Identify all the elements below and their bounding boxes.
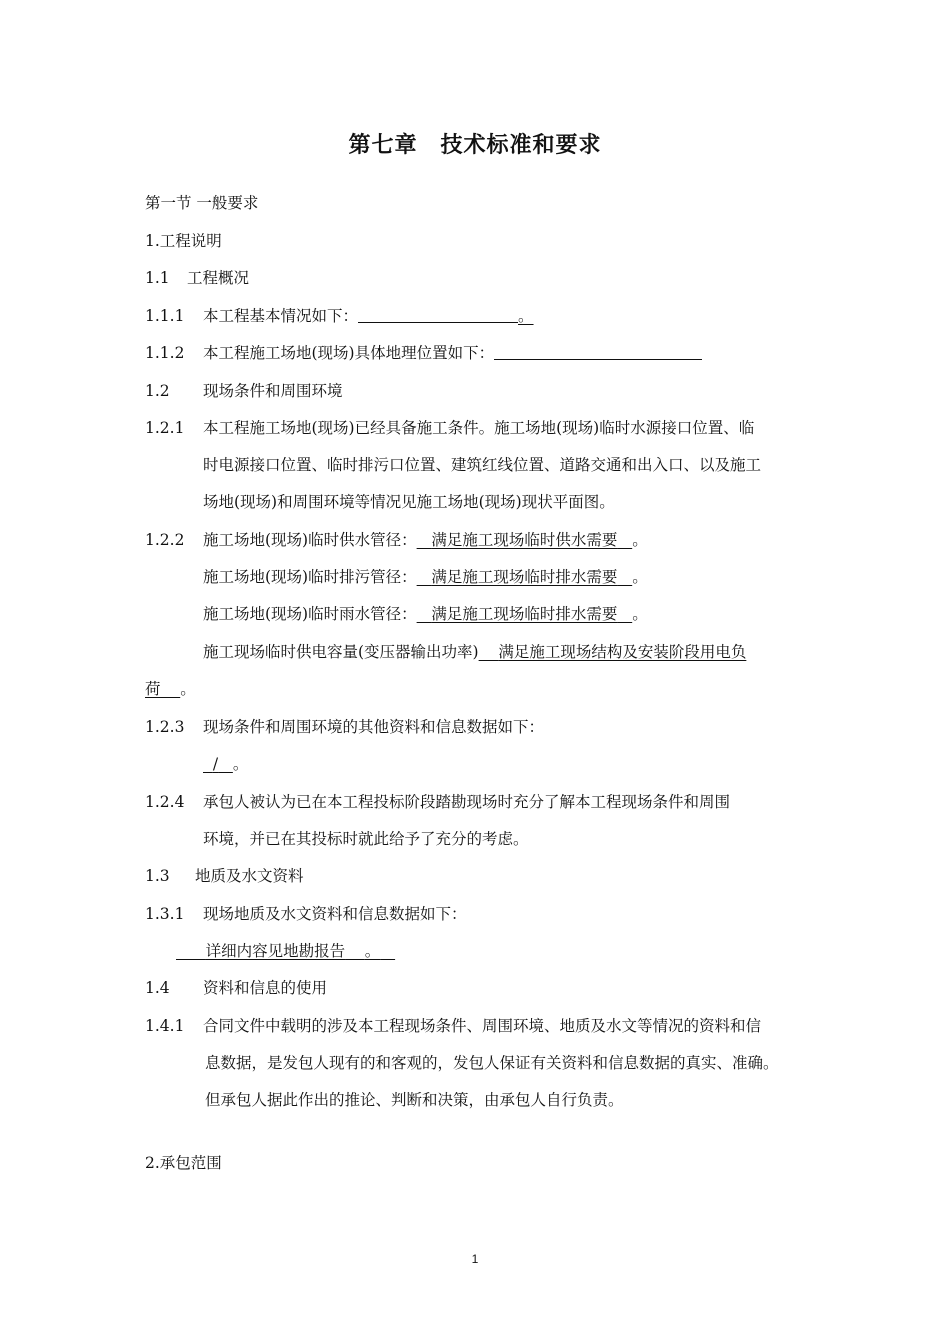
clause-number: 1.3.1 — [145, 905, 185, 923]
clause-1-2-3-value — [203, 754, 248, 774]
page-number: 1 — [471, 1252, 479, 1266]
period: 。 — [232, 755, 249, 773]
clause-1-1-2 — [145, 343, 702, 363]
clause-1-2-2-power — [203, 642, 746, 662]
clause-1-3-1 — [145, 904, 467, 924]
water-value: 满足施工现场临时供水需要 — [431, 531, 618, 549]
period: 。 — [632, 531, 648, 549]
clause-1-2-4-line2: 环境，并已在其投标时就此给予了充分的考虑。 — [203, 830, 529, 848]
clause-text: 现场地质及水文资料和信息数据如下： — [203, 905, 467, 923]
fill-blank — [358, 306, 518, 323]
clause-1-2-2-power-cont — [145, 679, 196, 699]
clause-number: 1.3 — [145, 867, 170, 885]
clause-text: 本工程施工场地(现场)具体地理位置如下： — [203, 344, 495, 362]
fill-period: 。 — [518, 307, 534, 325]
period: 。 — [180, 680, 196, 698]
clause-1-4-1 — [145, 1016, 761, 1036]
clause-text: 资料和信息的使用 — [203, 979, 328, 997]
clause-1-4-1-line3: 但承包人据此作出的推论、判断和决策，由承包人自行负责。 — [205, 1091, 624, 1109]
water-label: 施工场地(现场)临时供水管径： — [203, 531, 417, 549]
clause-text: 现场条件和周围环境的其他资料和信息数据如下： — [203, 718, 545, 736]
period: 。 — [632, 605, 648, 623]
fill-blank — [494, 343, 702, 360]
chapter-title: 第七章 技术标准和要求 — [348, 133, 602, 158]
clause-number: 1.2 — [145, 382, 170, 400]
clause-number: 1.2.2 — [145, 531, 185, 549]
power-label: 施工现场临时供电容量(变压器输出功率) — [203, 643, 479, 661]
heading-1-3 — [145, 866, 304, 886]
clause-1-2-2-water — [145, 530, 648, 550]
heading-1-1 — [145, 268, 249, 288]
clause-number: 1.2.1 — [145, 419, 185, 437]
clause-1-2-4 — [145, 792, 730, 812]
clause-text: 合同文件中载明的涉及本工程现场条件、周围环境、地质及水文等情况的资料和信 — [203, 1017, 762, 1035]
clause-number: 1.1.1 — [145, 307, 185, 325]
heading-2: 2.承包范围 — [145, 1154, 222, 1172]
clause-1-1-1 — [145, 306, 534, 326]
rain-value: 满足施工现场临时排水需要 — [431, 605, 618, 623]
heading-1-2 — [145, 381, 343, 401]
section-heading: 第一节 一般要求 — [145, 194, 259, 212]
clause-1-2-2-rain — [203, 604, 648, 624]
clause-1-2-1-line3: 场地(现场)和周围环境等情况见施工场地(现场)现状平面图。 — [203, 493, 615, 511]
clause-text: 本工程基本情况如下： — [203, 307, 359, 325]
clause-text: 承包人被认为已在本工程投标阶段踏勘现场时充分了解本工程现场条件和周围 — [203, 793, 731, 811]
power-value-cont: 荷 — [145, 680, 161, 698]
sewage-label: 施工场地(现场)临时排污管径： — [203, 568, 417, 586]
clause-1-4-1-line2: 息数据，是发包人现有的和客观的，发包人保证有关资料和信息数据的真实、准确。 — [205, 1054, 779, 1072]
clause-text: 现场条件和周围环境 — [203, 382, 343, 400]
clause-number: 1.4 — [145, 979, 170, 997]
other-info-value: / — [212, 755, 219, 773]
clause-1-2-3 — [145, 717, 544, 737]
heading-1-4 — [145, 978, 327, 998]
rain-label: 施工场地(现场)临时雨水管径： — [203, 605, 417, 623]
geology-value: 详细内容见地勘报告 。 — [205, 942, 381, 960]
clause-number: 1.1 — [145, 269, 170, 287]
heading-1: 1.工程说明 — [145, 232, 222, 250]
clause-text: 本工程施工场地(现场)已经具备施工条件。施工场地(现场)临时水源接口位置、临 — [203, 419, 755, 437]
clause-number: 1.4.1 — [145, 1017, 185, 1035]
sewage-value: 满足施工现场临时排水需要 — [431, 568, 618, 586]
period: 。 — [632, 568, 648, 586]
clause-1-2-2-sewage — [203, 567, 648, 587]
clause-1-2-1 — [145, 418, 754, 438]
clause-number: 1.1.2 — [145, 344, 185, 362]
power-value: 满足施工现场结构及安装阶段用电负 — [498, 643, 747, 661]
clause-text: 地质及水文资料 — [195, 867, 304, 885]
clause-number: 1.2.3 — [145, 718, 185, 736]
clause-1-3-1-value — [176, 941, 395, 961]
clause-text: 工程概况 — [187, 269, 250, 287]
clause-1-2-1-line2: 时电源接口位置、临时排污口位置、建筑红线位置、道路交通和出入口、以及施工 — [203, 456, 762, 474]
clause-number: 1.2.4 — [145, 793, 185, 811]
